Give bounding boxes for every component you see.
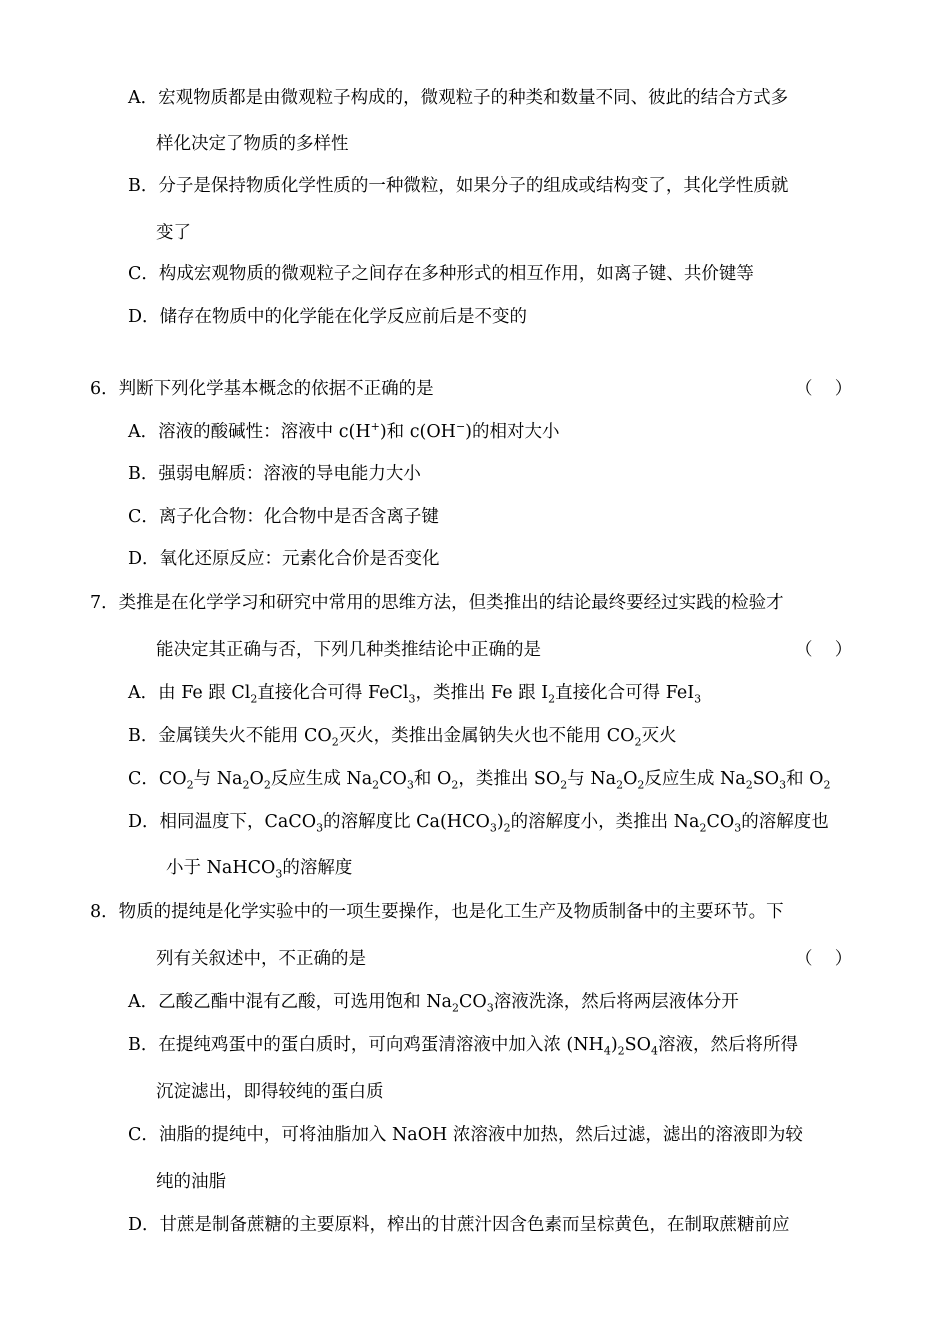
text: ，类推出: [458, 769, 534, 789]
q6-option-a: [128, 420, 560, 444]
text: A．溶液的酸碱性：溶液中 c(H: [128, 422, 371, 442]
text: 溶液洗涤，然后将两层液体分开: [493, 992, 739, 1012]
subscript: 3: [694, 692, 702, 706]
formula: NaHCO: [206, 858, 276, 878]
formula: Na: [719, 769, 746, 789]
superscript: −: [455, 420, 466, 434]
subscript: 4: [603, 1044, 611, 1058]
subscript: 3: [316, 821, 324, 835]
formula: Ca(HCO: [416, 812, 490, 832]
q6-stem: 6．判断下列化学基本概念的依据不正确的是: [90, 379, 434, 399]
text: 的溶解度比: [323, 812, 417, 832]
subscript: 2: [503, 821, 511, 835]
formula: CO: [303, 726, 332, 746]
q7-option-d-line1: [128, 810, 829, 834]
text: 的溶解度小，类推出: [510, 812, 674, 832]
formula: I: [541, 683, 549, 703]
text: D．相同温度下，: [128, 812, 265, 832]
text: B．在提纯鸡蛋中的蛋白质时，可向鸡蛋清溶液中加入浓 (NH: [128, 1035, 604, 1055]
formula: SO: [624, 1035, 651, 1055]
q5-option-c: C．构成宏观物质的微观粒子之间存在多种形式的相互作用，如离子键、共价键等: [128, 264, 754, 284]
text: 反应生成: [644, 769, 720, 789]
text: 反应生成: [270, 769, 347, 789]
formula: Na: [590, 769, 617, 789]
text: )的相对大小: [465, 422, 560, 442]
q6-option-d: D．氧化还原反应：元素化合价是否变化: [128, 549, 440, 569]
text: ，类推出 Fe 跟: [415, 683, 542, 703]
subscript: 2: [451, 1001, 459, 1015]
q7-option-a: [128, 681, 701, 705]
subscript: 2: [250, 692, 258, 706]
q8-stem-line2: 列有关叙述中，不正确的是: [156, 949, 366, 969]
subscript: 3: [275, 867, 283, 881]
text: 小于: [166, 858, 207, 878]
subscript: 2: [263, 778, 271, 792]
text: 灭火，类推出金属钠失火也不能用: [338, 726, 607, 746]
text: 溶液，然后将所得: [658, 1035, 798, 1055]
formula: FeI: [665, 683, 695, 703]
text: 的溶解度: [282, 858, 353, 878]
subscript: 2: [560, 778, 568, 792]
formula: Na: [216, 769, 243, 789]
subscript: 3: [406, 778, 414, 792]
subscript: 2: [699, 821, 707, 835]
text: B．金属镁失火不能用: [128, 726, 304, 746]
q6-option-c: C．离子化合物：化合物中是否含离子键: [128, 507, 439, 527]
q7-answer-paren: （ ）: [795, 640, 853, 660]
text: C．: [128, 769, 159, 789]
formula: O: [249, 769, 264, 789]
text: 直接化合可得: [257, 683, 368, 703]
q7-stem-line1: 7．类推是在化学学习和研究中常用的思维方法，但类推出的结论最终要经过实践的检验才: [90, 593, 784, 613]
q5-option-a-line1: A．宏观物质都是由微观粒子构成的，微观粒子的种类和数量不同、彼此的结合方式多: [128, 88, 789, 108]
q7-option-b: [128, 724, 677, 748]
q8-option-d-line1: D．甘蔗是制备蔗糖的主要原料，榨出的甘蔗汁因含色素而呈棕黄色，在制取蔗糖前应: [128, 1215, 790, 1235]
q7-option-c: [128, 767, 831, 791]
subscript: 3: [486, 1001, 494, 1015]
subscript: 2: [242, 778, 250, 792]
formula: Cl: [231, 683, 251, 703]
formula: CO: [706, 812, 735, 832]
formula: O: [809, 769, 824, 789]
subscript: 3: [489, 821, 497, 835]
subscript: 2: [745, 778, 753, 792]
formula: SO: [533, 769, 561, 789]
formula: CO: [458, 992, 487, 1012]
subscript: 3: [734, 821, 742, 835]
formula: SO: [752, 769, 780, 789]
q5-option-d: D．储存在物质中的化学能在化学反应前后是不变的: [128, 307, 528, 327]
formula: FeCl: [367, 683, 409, 703]
formula: ): [610, 1035, 618, 1055]
formula: Na: [346, 769, 373, 789]
q8-option-a: [128, 990, 739, 1014]
subscript: 2: [186, 778, 194, 792]
subscript: 2: [634, 735, 642, 749]
text: )和 c(OH: [379, 422, 456, 442]
text: A．由 Fe 跟: [128, 683, 232, 703]
q5-option-b-line2: 变了: [156, 223, 191, 243]
q7-option-d-line2: [166, 856, 352, 880]
text: A．乙酸乙酯中混有乙酸，可选用饱和 Na: [128, 992, 452, 1012]
text: 和: [413, 769, 437, 789]
subscript: 2: [616, 778, 624, 792]
subscript: 2: [548, 692, 556, 706]
formula: O: [623, 769, 638, 789]
subscript: 3: [779, 778, 787, 792]
formula: CO: [606, 726, 635, 746]
q8-option-c-line1: C．油脂的提纯中，可将油脂加入 NaOH 浓溶液中加热，然后过滤，滤出的溶液即为较: [128, 1125, 803, 1145]
subscript: 2: [372, 778, 380, 792]
formula: ): [496, 812, 504, 832]
q8-option-b-line1: [128, 1033, 798, 1057]
text: 与: [567, 769, 591, 789]
q6-answer-paren: （ ）: [795, 379, 853, 399]
formula: CO: [379, 769, 407, 789]
subscript: 2: [617, 1044, 625, 1058]
text: 直接化合可得: [555, 683, 666, 703]
text: 的溶解度也: [741, 812, 829, 832]
subscript: 4: [651, 1044, 658, 1058]
subscript: 3: [408, 692, 416, 706]
q8-answer-paren: （ ）: [795, 949, 853, 969]
subscript: 2: [637, 778, 645, 792]
subscript: 2: [451, 778, 459, 792]
formula: Na: [673, 812, 700, 832]
q6-option-b: B．强弱电解质：溶液的导电能力大小: [128, 464, 421, 484]
text: 与: [193, 769, 217, 789]
formula: O: [436, 769, 452, 789]
q8-stem-line1: 8．物质的提纯是化学实验中的一项生要操作，也是化工生产及物质制备中的主要环节。下: [90, 902, 784, 922]
q5-option-b-line1: B．分子是保持物质化学性质的一种微粒，如果分子的组成或结构变了，其化学性质就: [128, 176, 789, 196]
subscript: 2: [331, 735, 339, 749]
q7-stem-line2: 能决定其正确与否，下列几种类推结论中正确的是: [156, 640, 541, 660]
q8-option-c-line2: 纯的油脂: [156, 1172, 226, 1192]
formula: CaCO: [264, 812, 317, 832]
text: 灭火: [641, 726, 677, 746]
q8-option-b-line2: 沉淀滤出，即得较纯的蛋白质: [156, 1082, 384, 1102]
superscript: +: [370, 420, 380, 434]
q5-option-a-line2: 样化决定了物质的多样性: [156, 134, 349, 154]
formula: CO: [158, 769, 187, 789]
text: 和: [786, 769, 810, 789]
subscript: 2: [823, 778, 831, 792]
